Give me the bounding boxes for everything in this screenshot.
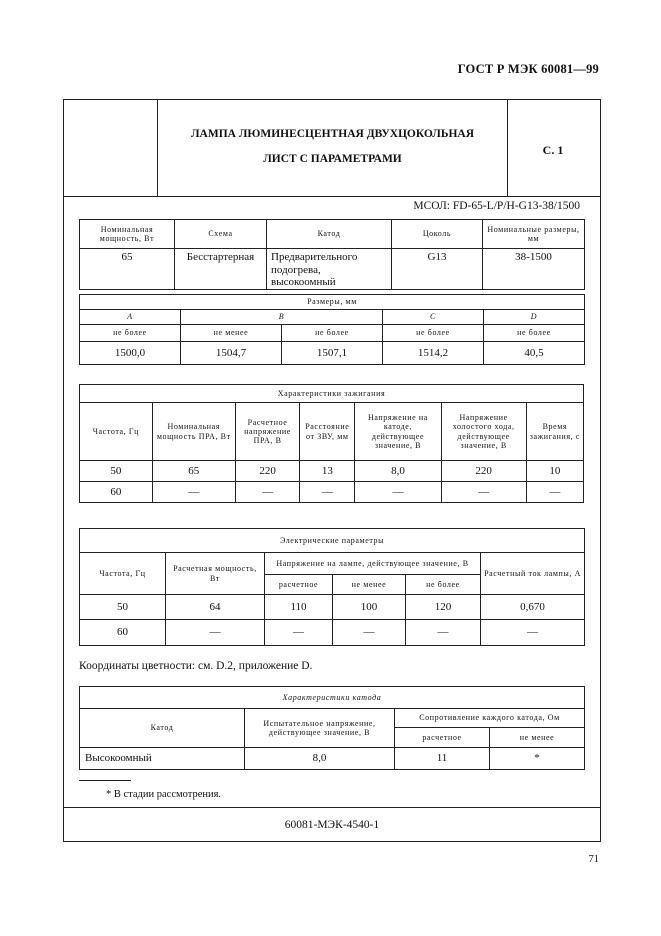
dim-value: 1504,7 (181, 342, 282, 365)
header-frequency: Частота, Гц (80, 553, 166, 595)
header-ballast-voltage: Расчетное напряжение ПРА, В (235, 403, 299, 461)
dim-letter-b: B (181, 310, 383, 325)
table-cell: 220 (235, 461, 299, 482)
chromaticity-note: Координаты цветности: см. D.2, приложение D. (79, 660, 313, 672)
dimensions-table (79, 294, 585, 365)
header-lamp-voltage: Напряжение на лампе, действующее значение, В (265, 553, 481, 575)
dim-value: 1500,0 (80, 342, 181, 365)
table-cell: 50 (80, 461, 153, 482)
table-cell: — (300, 482, 355, 503)
parameter-sheet-frame (63, 99, 601, 842)
header-nominal-power: Номинальная мощность, Вт (80, 220, 175, 249)
dim-value: 1507,1 (282, 342, 383, 365)
electrical-caption: Электрические параметры (80, 529, 585, 553)
footnote-divider (79, 780, 131, 781)
header-test-voltage: Испытательное напряжение, действующее значение, В (245, 709, 395, 748)
header-cathode: Катод (80, 709, 245, 748)
cell-dimensions: 38-1500 (483, 249, 585, 290)
header-ballast-power: Номинальная мощность ПРА, Вт (152, 403, 235, 461)
dim-limit: не более (484, 325, 585, 342)
cell-cap: G13 (392, 249, 483, 290)
title-block (64, 100, 600, 197)
header-cathode: Катод (267, 220, 392, 249)
table-cell: 8,0 (355, 461, 441, 482)
dim-limit: не более (282, 325, 383, 342)
electrical-parameters-table (79, 528, 585, 646)
header-open-circuit-voltage: Напряжение холостого хода, действующее значение, В (441, 403, 526, 461)
table-cell: 11 (395, 748, 490, 770)
sheet-code: 60081-МЭК-4540-1 (284, 819, 380, 831)
header-cap: Цоколь (392, 220, 483, 249)
table-cell: — (441, 482, 526, 503)
table-cell: 220 (441, 461, 526, 482)
table-cell: — (406, 620, 481, 646)
table-cell: 65 (152, 461, 235, 482)
header-cathode-resistance: Сопротивление каждого катода, Ом (395, 709, 585, 728)
dimensions-caption: Размеры, мм (80, 295, 585, 310)
dim-limit: не более (80, 325, 181, 342)
dim-letter-c: C (383, 310, 484, 325)
starting-caption: Характеристики зажигания (80, 385, 584, 403)
subheader-min: не менее (333, 575, 406, 595)
header-rated-power: Расчетная мощность, Вт (166, 553, 265, 595)
footnote: * В стадии рассмотрения. (106, 789, 222, 800)
table-cell: 60 (80, 482, 153, 503)
sheet-title: ЛИСТ С ПАРАМЕТРАМИ (263, 153, 402, 165)
table-cell: — (265, 620, 333, 646)
table-cell: * (490, 748, 585, 770)
cathode-caption: Характеристики катода (80, 687, 585, 709)
table-cell: 0,670 (481, 595, 585, 620)
table-cell: — (526, 482, 583, 503)
table-cell: 110 (265, 595, 333, 620)
general-parameters-table (79, 219, 585, 290)
header-circuit: Схема (175, 220, 267, 249)
header-lamp-current: Расчетный ток лампы, А (481, 553, 585, 595)
table-cell: 60 (80, 620, 166, 646)
cell-circuit: Бесстартерная (175, 249, 267, 290)
header-starting-time: Время зажигания, с (526, 403, 583, 461)
dim-limit: не менее (181, 325, 282, 342)
title-center-cell (157, 100, 508, 196)
subheader-rated: расчетное (395, 728, 490, 748)
table-cell: Высокоомный (80, 748, 245, 770)
header-nominal-dimensions: Номинальные размеры, мм (483, 220, 585, 249)
table-cell: — (355, 482, 441, 503)
table-cell: 8,0 (245, 748, 395, 770)
cathode-characteristics-table (79, 686, 585, 770)
table-cell: 100 (333, 595, 406, 620)
dim-letter-d: D (484, 310, 585, 325)
subheader-rated: расчетное (265, 575, 333, 595)
table-cell: — (152, 482, 235, 503)
dim-limit: не более (383, 325, 484, 342)
table-cell: — (235, 482, 299, 503)
starting-characteristics-table (79, 384, 584, 503)
subheader-max: не более (406, 575, 481, 595)
subheader-min: не менее (490, 728, 585, 748)
bottom-divider (64, 807, 600, 808)
cell-cathode: Предварительного подогрева, высокоомный (267, 249, 392, 290)
table-cell: 50 (80, 595, 166, 620)
table-cell: 64 (166, 595, 265, 620)
standard-header: ГОСТ Р МЭК 60081—99 (457, 62, 599, 76)
dim-value: 40,5 (484, 342, 585, 365)
table-cell: 120 (406, 595, 481, 620)
page-number: 71 (588, 854, 599, 865)
dim-value: 1514,2 (383, 342, 484, 365)
header-cathode-voltage: Напряжение на катоде, действующее значение, В (355, 403, 441, 461)
table-cell: 10 (526, 461, 583, 482)
table-cell: — (166, 620, 265, 646)
mcol-designation: МСОЛ: FD-65-L/P/H-G13-38/1500 (413, 200, 580, 212)
lamp-title: ЛАМПА ЛЮМИНЕСЦЕНТНАЯ ДВУХЦОКОЛЬНАЯ (190, 128, 475, 140)
cell-power: 65 (80, 249, 175, 290)
table-cell: 13 (300, 461, 355, 482)
header-distance: Расстояние от ЗВУ, мм (300, 403, 355, 461)
dim-letter-a: A (80, 310, 181, 325)
table-cell: — (481, 620, 585, 646)
header-frequency: Частота, Гц (80, 403, 153, 461)
table-cell: — (333, 620, 406, 646)
sheet-number: С. 1 (542, 143, 564, 157)
